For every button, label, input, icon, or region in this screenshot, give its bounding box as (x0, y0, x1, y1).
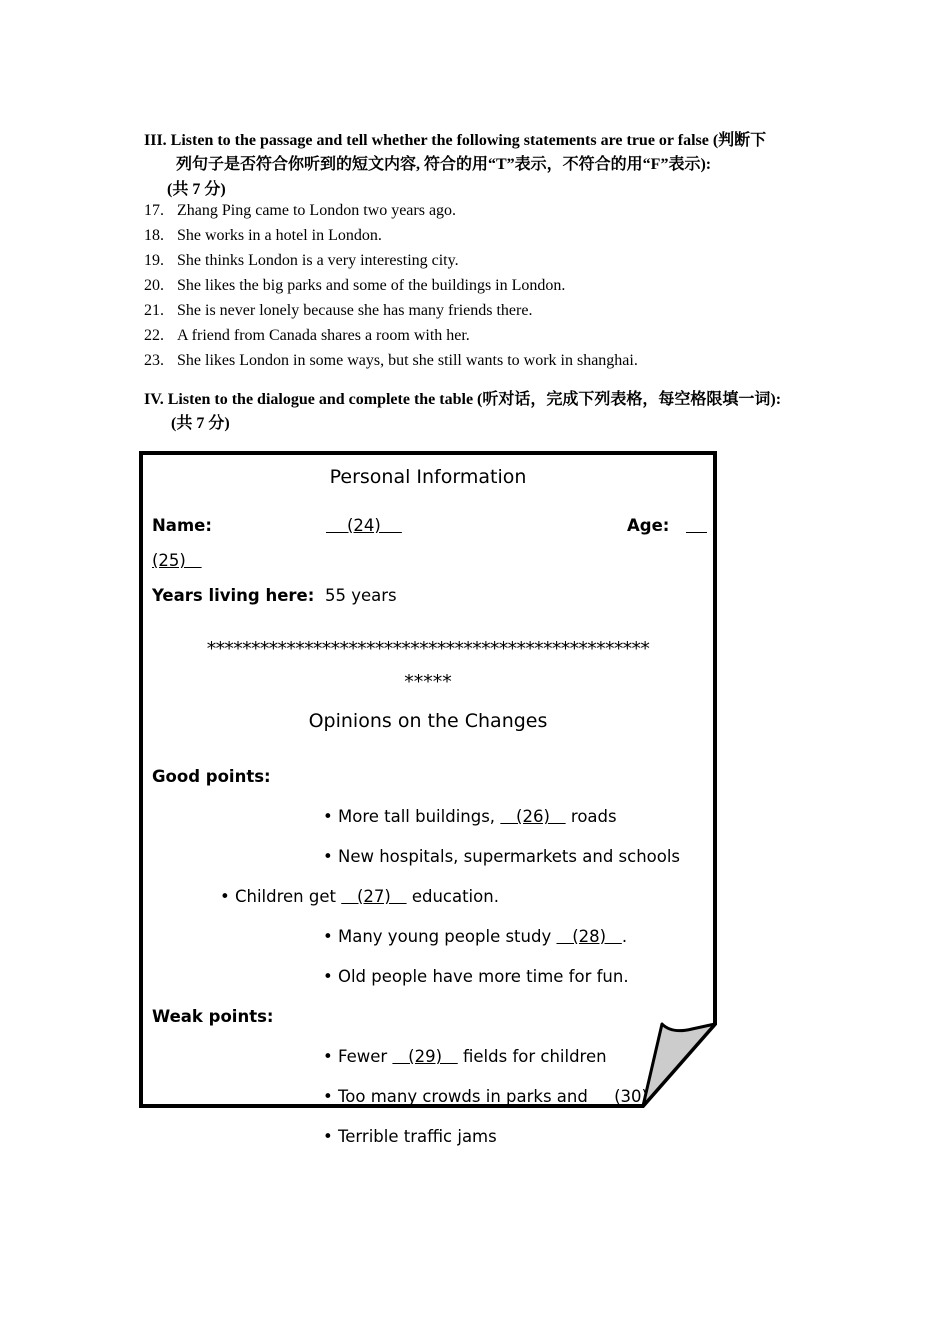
separator-stars-end: ***** (404, 671, 452, 693)
separator-stars: ************************************************** (206, 638, 650, 660)
section3-heading-line2: 列句子是否符合你听到的短文内容, 符合的用“T”表示，不符合的用“F”表示): (176, 156, 712, 173)
weak-point-item: • Fewer (29) fields for children (323, 1047, 607, 1066)
bullet-icon: • (323, 967, 333, 986)
blank-26: (26) (500, 807, 566, 826)
statement-text: A friend from Canada shares a room with her. (177, 327, 470, 344)
section3-score: (共 7 分) (167, 181, 226, 198)
statement-text: She is never lonely because she has many friends there. (177, 302, 533, 319)
table-title: Personal Information (329, 466, 527, 488)
years-label: Years living here: (152, 586, 315, 605)
section3-heading-line1: III. Listen to the passage and tell whether the following statements are true or false (判断下 (144, 132, 767, 149)
bullet-icon: • (323, 927, 333, 946)
statement-text: She works in a hotel in London. (177, 227, 382, 244)
weak-point-item: • Terrible traffic jams (323, 1127, 497, 1146)
good-points-label: Good points: (152, 767, 271, 786)
bullet-icon: • (323, 1127, 333, 1146)
good-point-item: • Many young people study (28) . (323, 927, 628, 946)
blank-30: (30) (593, 1087, 648, 1106)
bullet-icon: • (323, 847, 333, 866)
statement-text: Zhang Ping came to London two years ago. (177, 202, 457, 219)
section4-heading-line1: IV. Listen to the dialogue and complete the table (听对话，完成下列表格，每空格限填一词): (144, 391, 782, 408)
statement-text: She likes the big parks and some of the buildings in London. (177, 277, 566, 294)
section4-score: (共 7 分) (171, 415, 230, 432)
good-point-item: • More tall buildings, (26) roads (323, 807, 617, 826)
age-label: Age: (627, 516, 670, 535)
age-blank (686, 516, 707, 535)
age-blank-number: (25) (152, 551, 202, 570)
good-point-item: • Old people have more time for fun. (323, 967, 629, 986)
statement-text: She thinks London is a very interesting city. (177, 252, 459, 269)
blank-28: (28) (556, 927, 622, 946)
name-blank: (24) (326, 516, 402, 535)
blank-27: (27) (341, 887, 407, 906)
good-point-item: • New hospitals, supermarkets and schools (323, 847, 681, 866)
statement-number: 19. (144, 252, 164, 269)
bullet-icon: • (323, 1087, 333, 1106)
blank-29: (29) (392, 1047, 458, 1066)
statement-text: She likes London in some ways, but she still wants to work in shanghai. (177, 352, 638, 369)
good-point-item: • Children get (27) education. (220, 887, 499, 906)
opinions-title: Opinions on the Changes (308, 710, 548, 732)
statement-number: 20. (144, 277, 164, 294)
weak-points-label: Weak points: (152, 1007, 274, 1026)
bullet-icon: • (323, 1047, 333, 1066)
bullet-icon: • (323, 807, 333, 826)
statement-number: 17. (144, 202, 164, 219)
statement-number: 22. (144, 327, 164, 344)
page-curl (643, 1024, 715, 1106)
statement-number: 23. (144, 352, 164, 369)
name-label: Name: (152, 516, 212, 535)
weak-point-item: • Too many crowds in parks and (30) (323, 1087, 648, 1106)
statement-number: 18. (144, 227, 164, 244)
bullet-icon: • (220, 887, 230, 906)
years-value: 55 years (325, 586, 397, 605)
statement-number: 21. (144, 302, 164, 319)
